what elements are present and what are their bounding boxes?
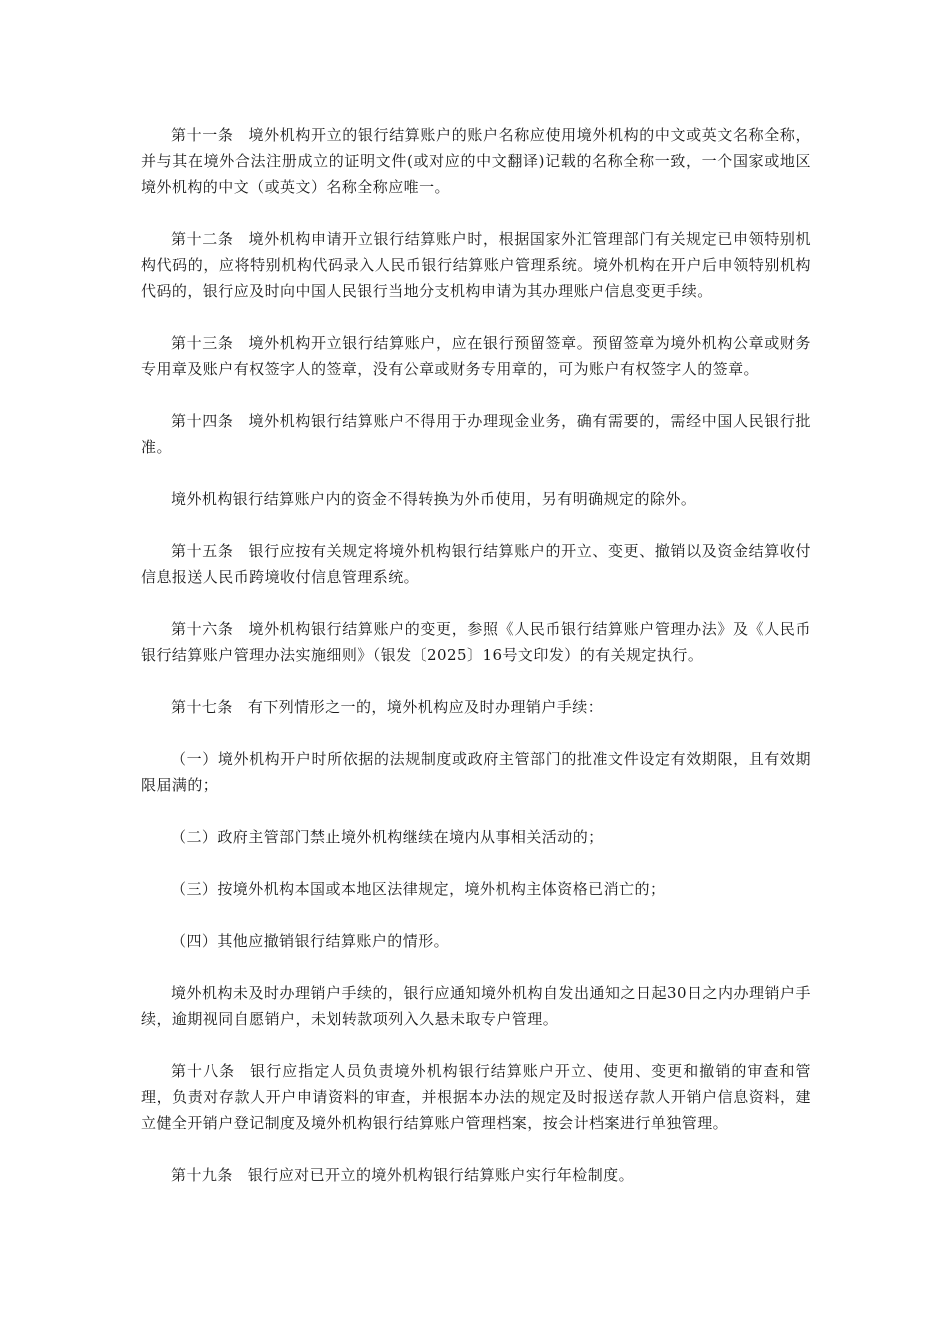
article-number: 第十一条 bbox=[171, 126, 234, 144]
article-17-paragraph bbox=[141, 694, 811, 720]
article-12-paragraph bbox=[141, 226, 811, 304]
article-16-paragraph bbox=[141, 616, 811, 668]
list-item-1 bbox=[141, 746, 811, 798]
article-number: 第十九条 bbox=[171, 1166, 233, 1184]
article-text: 银行应指定人员负责境外机构银行结算账户开立、使用、变更和撤销的审查和管理，负责对存款人开户申请资料的审查，并根据本办法的规定及时报送存款人开销户信息资料，建立健全开销户登记制度及境外机构银行结算账户管理档案，按会计档案进行单独管理。 bbox=[141, 1062, 811, 1132]
paragraph-text: 境外机构未及时办理销户手续的，银行应通知境外机构自发出通知之日起30日之内办理销户手续，逾期视同自愿销户，未划转款项列入久悬未取专户管理。 bbox=[141, 984, 811, 1028]
article-text: 银行应按有关规定将境外机构银行结算账户的开立、变更、撤销以及资金结算收付信息报送人民币跨境收付信息管理系统。 bbox=[141, 542, 811, 586]
article-number: 第十七条 bbox=[171, 698, 233, 716]
list-item-text: （三）按境外机构本国或本地区法律规定，境外机构主体资格已消亡的； bbox=[171, 880, 666, 898]
article-number: 第十五条 bbox=[171, 542, 234, 560]
article-text: 境外机构开立的银行结算账户的账户名称应使用境外机构的中文或英文名称全称，并与其在境外合法注册成立的证明文件(或对应的中文翻译)记载的名称全称一致，一个国家或地区境外机构的中文（或英文）名称全称应唯一。 bbox=[141, 126, 811, 196]
article-14-continuation bbox=[141, 486, 811, 512]
list-item-text: （四）其他应撤销银行结算账户的情形。 bbox=[171, 932, 450, 950]
article-text: 银行应对已开立的境外机构银行结算账户实行年检制度。 bbox=[247, 1166, 635, 1184]
article-14-paragraph bbox=[141, 408, 811, 460]
list-item-2 bbox=[141, 824, 811, 850]
article-13-paragraph bbox=[141, 330, 811, 382]
article-number: 第十六条 bbox=[171, 620, 234, 638]
paragraph-text: 境外机构银行结算账户内的资金不得转换为外币使用，另有明确规定的除外。 bbox=[171, 490, 697, 508]
list-item-text: （二）政府主管部门禁止境外机构继续在境内从事相关活动的； bbox=[171, 828, 604, 846]
list-item-text: （一）境外机构开户时所依据的法规制度或政府主管部门的批准文件设定有效期限，且有效期限届满的； bbox=[141, 750, 811, 794]
list-item-4 bbox=[141, 928, 811, 954]
article-11-paragraph bbox=[141, 122, 811, 200]
article-text: 境外机构银行结算账户不得用于办理现金业务，确有需要的，需经中国人民银行批准。 bbox=[141, 412, 811, 456]
article-number: 第十四条 bbox=[171, 412, 234, 430]
article-number: 第十八条 bbox=[171, 1062, 236, 1080]
article-number: 第十三条 bbox=[171, 334, 234, 352]
article-text: 境外机构银行结算账户的变更，参照《人民币银行结算账户管理办法》及《人民币银行结算账户管理办法实施细则》（银发〔2025〕16号文印发）的有关规定执行。 bbox=[141, 620, 811, 664]
document-body bbox=[141, 122, 811, 1214]
article-text: 境外机构申请开立银行结算账户时，根据国家外汇管理部门有关规定已申领特别机构代码的，应将特别机构代码录入人民币银行结算账户管理系统。境外机构在开户后申领特别机构代码的，银行应及时向中国人民银行当地分支机构申请为其办理账户信息变更手续。 bbox=[141, 230, 811, 300]
article-18-paragraph bbox=[141, 1058, 811, 1136]
list-item-3 bbox=[141, 876, 811, 902]
article-text: 境外机构开立银行结算账户，应在银行预留签章。预留签章为境外机构公章或财务专用章及账户有权签字人的签章，没有公章或财务专用章的，可为账户有权签字人的签章。 bbox=[141, 334, 811, 378]
article-number: 第十二条 bbox=[171, 230, 234, 248]
article-15-paragraph bbox=[141, 538, 811, 590]
article-text: 有下列情形之一的，境外机构应及时办理销户手续： bbox=[247, 698, 604, 716]
article-17-continuation bbox=[141, 980, 811, 1032]
article-19-paragraph bbox=[141, 1162, 811, 1188]
